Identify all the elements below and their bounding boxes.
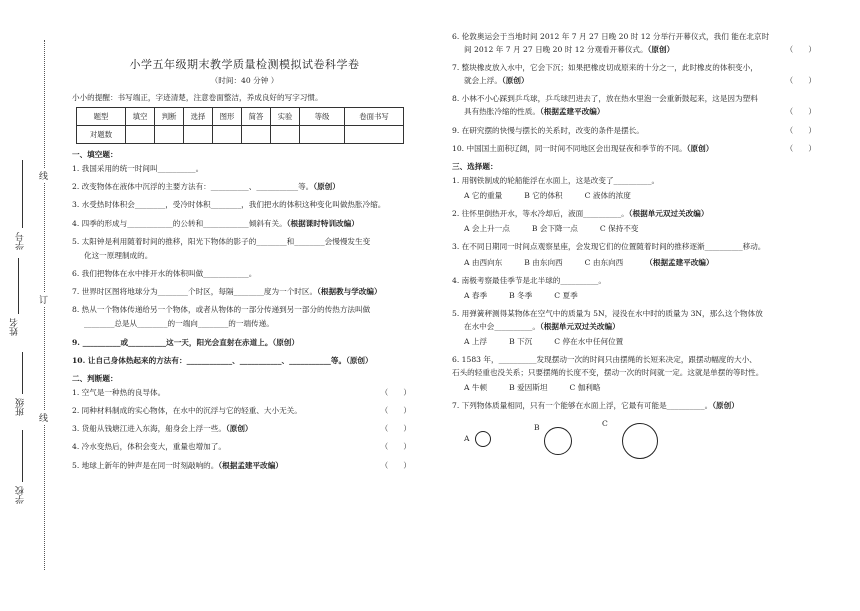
choice-option[interactable]: A 它的重量 — [464, 191, 503, 201]
question-text: 4. 冷水变热后，体积会变大，重量也增加了。 — [72, 442, 226, 452]
question-text: 6. 我们把物体在水中排开水的体积叫做____________。 — [72, 268, 257, 278]
score-header-cell: 判断 — [155, 108, 184, 126]
binding-char-staple: 订 — [39, 292, 48, 307]
choice-option[interactable]: B 下沉 — [509, 336, 533, 346]
answer-bracket[interactable]: （ ） — [380, 387, 411, 397]
score-row-label: 对题数 — [77, 126, 126, 144]
judge-question — [452, 32, 822, 42]
score-header-cell: 等级 — [300, 108, 345, 126]
judge-question — [452, 63, 822, 73]
answer-bracket[interactable]: （ ） — [785, 143, 816, 153]
choice-options — [464, 191, 822, 201]
score-header-cell: 图形 — [213, 108, 242, 126]
option-letter: A — [464, 434, 470, 444]
score-header-cell: 简答 — [242, 108, 271, 126]
choice-question-continued — [452, 368, 822, 378]
fill-question-continued — [72, 319, 417, 329]
option-letter: B — [534, 423, 540, 433]
judge-question-continued — [452, 76, 822, 86]
binding-margin — [0, 0, 62, 611]
question-text: 在水中会__________。 — [464, 321, 540, 331]
answer-bracket[interactable]: （ ） — [785, 76, 816, 86]
fill-question — [72, 338, 417, 348]
fill-question — [72, 305, 417, 315]
left-page — [72, 60, 417, 479]
score-cell[interactable] — [213, 126, 242, 144]
choice-option[interactable]: C 液体的浓度 — [584, 191, 631, 201]
choice-option[interactable]: B 会下降一点 — [531, 224, 578, 234]
score-cell[interactable] — [184, 126, 213, 144]
choice-option[interactable]: A 由西向东 — [464, 257, 503, 267]
choice-option[interactable]: A 春季 — [464, 290, 488, 300]
section-choice-heading: 三、选择题： — [452, 161, 498, 171]
choice-question — [452, 401, 822, 411]
choice-option[interactable]: C 夏季 — [554, 290, 578, 300]
score-table — [76, 107, 404, 144]
fill-question — [72, 269, 417, 279]
answer-bracket[interactable]: （ ） — [380, 442, 411, 452]
question-text: 3. 在不同日期同一时间点观察星座，会发现它们的位置随着时间的推移逐渐__________移动。 — [452, 242, 766, 252]
judge-question — [72, 388, 417, 398]
question-text: 3. 水受热时体积会________，受冷时体积________，我们把水的体积这种变化叫做热胀冷缩。 — [72, 200, 386, 210]
question-text: 7. 世界时区图将地球分为________个时区，每隔________度为一个时区。 — [72, 287, 318, 297]
question-text: 7. 下列物体质量相同，只有一个能够在水面上浮，它最有可能是__________。 — [452, 401, 713, 411]
choice-options — [464, 383, 822, 393]
choice-option[interactable]: A 牛顿 — [464, 383, 488, 393]
source-note: （原创） — [272, 337, 299, 347]
circle-options — [464, 419, 822, 459]
score-cell[interactable] — [126, 126, 155, 144]
source-note: （根据教与学改编） — [317, 287, 382, 297]
judge-question — [452, 94, 822, 104]
answer-bracket[interactable]: （ ） — [785, 107, 816, 117]
fill-question — [72, 200, 417, 210]
question-text: 2. 改变物体在液体中沉浮的主要方法有：__________、___________等。 — [72, 182, 314, 192]
school-label: 学校 — [16, 486, 26, 504]
question-text: 8. 热从一个物体传递给另一个物体，或者从物体的一部分传递到另一部分的传热方法叫做 — [72, 305, 371, 315]
score-table-row — [77, 126, 404, 144]
score-header-cell: 填空 — [126, 108, 155, 126]
circle-option-c[interactable] — [602, 419, 658, 459]
score-table-header-row — [77, 108, 404, 126]
choice-question-continued — [452, 322, 822, 332]
answer-bracket[interactable]: （ ） — [380, 424, 411, 434]
question-text: 10. 中国国土面积辽阔，同一时间不同地区会出现昼夜和季节的不同。 — [452, 143, 687, 153]
score-cell[interactable] — [271, 126, 300, 144]
choice-option[interactable]: C 停在水中任何位置 — [554, 336, 624, 346]
question-text: 9. __________或__________这一天，阳光会直射在赤道上。 — [72, 337, 273, 347]
right-page — [452, 32, 822, 459]
choice-question — [452, 242, 822, 252]
choice-options — [464, 258, 822, 268]
choice-option[interactable]: B 它的体积 — [524, 191, 563, 201]
source-note: （原创） — [647, 45, 675, 54]
question-text: 5. 用弹簧秤测得某物体在空气中的质量为 5N，浸没在水中时的质量为 3N，那么这个物体放 — [452, 308, 763, 318]
choice-question — [452, 355, 822, 365]
fill-question — [72, 356, 417, 366]
class-field[interactable] — [22, 352, 23, 394]
choice-question — [452, 176, 822, 186]
judge-question-continued — [452, 45, 822, 55]
source-note: （根据孟建平改编） — [645, 257, 714, 267]
score-header-cell: 题型 — [77, 108, 126, 126]
student-number-label: 学号 — [16, 232, 26, 250]
choice-question — [452, 209, 822, 219]
class-label: 班级 — [16, 398, 26, 416]
fill-question — [72, 164, 417, 174]
question-text: 9. 在研究摆的快慢与摆长的关系时，改变的条件是摆长。 — [452, 125, 644, 135]
source-note: （根据课时特训改编） — [286, 218, 359, 228]
option-letter: C — [602, 419, 608, 429]
fill-question — [72, 287, 417, 297]
small-circle-icon — [475, 431, 491, 447]
large-circle-icon — [622, 423, 658, 459]
source-note: （原创） — [346, 355, 373, 365]
score-cell[interactable] — [300, 126, 345, 144]
choice-option[interactable]: A 上浮 — [464, 336, 488, 346]
question-text: 6. 1583 年，__________发现摆动一次的时间只由摆绳的长短来决定，跟摆动幅度的大小、 — [452, 354, 757, 364]
fill-question-continued — [72, 251, 417, 261]
question-text: 3. 货船从钱塘江进入东海，船身会上浮一些。 — [72, 424, 226, 434]
judge-question — [72, 406, 417, 416]
source-note: （原创） — [225, 424, 253, 434]
section-judge-heading: 二、判断题： — [72, 373, 118, 383]
student-number-field[interactable] — [22, 160, 23, 228]
judge-question — [72, 442, 417, 452]
score-cell[interactable] — [345, 126, 404, 144]
choice-option[interactable]: C 保持不变 — [599, 224, 639, 234]
source-note: （原创） — [686, 143, 714, 153]
question-text: 2. 同种材料制成的实心物体，在水中的沉浮与它的轻重、大小无关。 — [72, 406, 302, 416]
score-header-cell: 卷面书写 — [345, 108, 404, 126]
choice-option[interactable]: C 由东向西 — [584, 257, 624, 267]
question-text: 10. 让自己身体热起来的方法有：____________、___________、___________等。 — [72, 355, 347, 365]
choice-option[interactable]: B 由东向西 — [524, 257, 563, 267]
question-text: 石头的轻重也没关系；只要摆绳的长度不变，摆动一次的时间就一定。这就是单摆的等时性。 — [452, 367, 764, 377]
question-text: 4. 南极考察最佳季节是北半球的__________。 — [452, 275, 606, 285]
medium-circle-icon — [544, 427, 572, 455]
question-text: 1. 空气是一种热的良导体。 — [72, 387, 166, 397]
question-text: 具有热胀冷缩的性质。 — [464, 107, 540, 117]
fill-question — [72, 237, 417, 247]
school-field[interactable] — [22, 430, 23, 482]
choice-options — [464, 224, 822, 234]
fill-question — [72, 219, 417, 229]
answer-bracket[interactable]: （ ） — [785, 45, 816, 54]
score-cell[interactable] — [155, 126, 184, 144]
student-name-field[interactable] — [18, 258, 19, 314]
question-text: 1. 用钢铁制成的轮船能浮在水面上，这是改变了__________。 — [452, 175, 660, 185]
choice-option[interactable]: C 伽利略 — [569, 383, 601, 393]
writing-tip: 小小的提醒：书写端正，字迹清楚，注意卷面整洁，养成良好的写字习惯。 — [72, 93, 323, 102]
circle-option-a[interactable] — [464, 431, 534, 447]
judge-question — [452, 144, 822, 154]
question-text: 7. 整块橡皮放入水中，它会下沉；如果把橡皮切成原来的十分之一，此时橡皮的体积变小， — [452, 63, 758, 73]
choice-options — [464, 337, 822, 347]
question-text: 6. 伦敦奥运会于当地时间 2012 年 7 月 27 日晚 20 时 12 分举行开幕仪式，我们 能在北京时 — [452, 32, 770, 41]
question-text: 2. 往怀里倒热开水，等水冷却后，液面__________。 — [452, 209, 629, 219]
question-text: 就会上浮。 — [464, 76, 502, 86]
circle-option-b[interactable] — [534, 423, 602, 455]
answer-bracket[interactable]: （ ） — [785, 125, 816, 135]
question-text: 间 2012 年 7 月 27 日晚 20 时 12 分观看开幕仪式。 — [464, 45, 648, 54]
question-text: ________总是从________的一端向________的一端传递。 — [84, 319, 274, 329]
question-text: 4. 四季的形成与____________的公转和____________倾斜有关。 — [72, 218, 287, 228]
choice-question — [452, 309, 822, 319]
source-note: （根据孟建平改编） — [539, 107, 605, 117]
question-text: 5. 地球上新年的钟声是在同一时刻敲响的。 — [72, 460, 219, 470]
judge-question-continued — [452, 107, 822, 117]
choice-option[interactable]: B 冬季 — [509, 290, 533, 300]
score-header-cell: 实验 — [271, 108, 300, 126]
exam-title: 小学五年级期末教学质量检测模拟试卷科学卷 — [129, 58, 360, 71]
source-note: （原创） — [313, 182, 340, 192]
judge-question — [452, 126, 822, 136]
answer-bracket[interactable]: （ ） — [380, 406, 411, 416]
question-text: 化这一原理制成的。 — [84, 250, 153, 260]
question-text: 8. 小林不小心踩到乒乓球，乒乓球凹进去了，放在热水里泡一会重新鼓起来，这是因为塑料 — [452, 94, 758, 104]
binding-char-line-bottom: 线 — [39, 410, 48, 425]
choice-option[interactable]: B 爱因斯坦 — [509, 383, 548, 393]
source-note: （根据单元双过关改编） — [628, 209, 709, 219]
judge-question — [72, 424, 417, 434]
score-header-cell: 选择 — [184, 108, 213, 126]
source-note: （根据孟建平改编） — [218, 460, 283, 470]
answer-bracket[interactable]: （ ） — [380, 460, 411, 470]
choice-question — [452, 276, 822, 286]
source-note: （根据单元双过关改编） — [539, 321, 620, 331]
question-text: 5. 太阳钟是利用随着时间的推移，阳光下物体的影子的________和________会慢慢发生变 — [72, 236, 371, 246]
student-name-label: 姓名 — [10, 318, 20, 336]
question-text: 1. 我国采用的统一时间叫__________。 — [72, 164, 204, 173]
binding-char-line-top: 线 — [39, 168, 48, 183]
source-note: （原创） — [712, 401, 739, 411]
choice-options — [464, 291, 822, 301]
fill-question — [72, 182, 417, 192]
section-fill-heading: 一、填空题： — [72, 150, 118, 159]
exam-time: （时间：40 分钟 ） — [210, 76, 279, 85]
score-cell[interactable] — [242, 126, 271, 144]
source-note: （原创） — [501, 76, 529, 86]
judge-question — [72, 461, 417, 471]
choice-option[interactable]: A 会上升一点 — [464, 224, 510, 234]
